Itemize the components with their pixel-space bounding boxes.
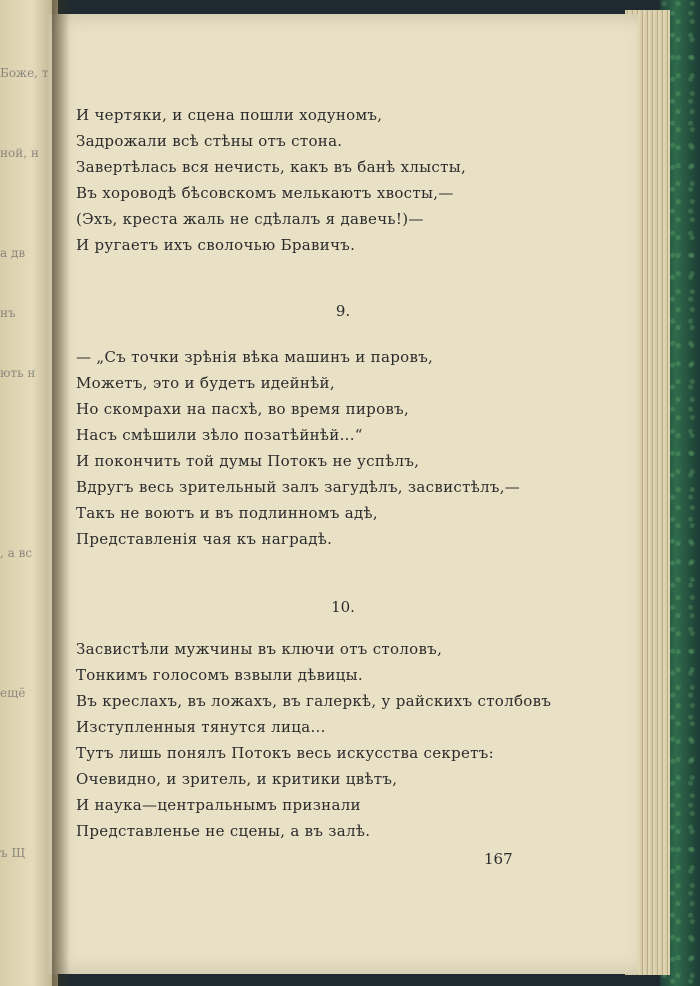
verse-line: Такъ не воютъ и въ подлинномъ адѣ, [76, 504, 378, 522]
verse-line: Въ креслахъ, въ ложахъ, въ галеркѣ, у райскихъ столбовъ [76, 692, 552, 710]
verse-line: Но скомрахи на пасхѣ, во время пировъ, [76, 400, 410, 418]
verse-line: Въ хороводѣ бѣсовскомъ мелькаютъ хвосты,— [76, 184, 454, 202]
stanza-9 [76, 344, 520, 552]
verse-line: Изступленныя тянутся лица... [76, 718, 326, 736]
verse-line: Можетъ, это и будетъ идейнѣй, [76, 374, 335, 392]
verse-line: И наука—центральнымъ признали [76, 796, 361, 814]
verse-line: Задрожали всѣ стѣны отъ стона. [76, 132, 343, 150]
page-number: 167 [484, 850, 513, 868]
verse-line: Вдругъ весь зрительный залъ загудѣлъ, засвистѣлъ,— [76, 478, 521, 496]
verse-line: И покончить той думы Потокъ не успѣлъ, [76, 452, 420, 470]
verse-line: Засвистѣли мужчины въ ключи отъ столовъ, [76, 640, 443, 658]
verse-line: И чертяки, и сцена пошли ходуномъ, [76, 106, 383, 124]
gutter-shadow [52, 0, 70, 986]
verse-line: Завертѣлась вся нечисть, какъ въ банѣ хлысты, [76, 158, 467, 176]
verse-line: И ругаетъ ихъ сволочью Бравичъ. [76, 236, 356, 254]
verse-line: (Эхъ, креста жаль не сдѣлалъ я давечь!)— [76, 210, 424, 228]
verse-line: Тутъ лишь понялъ Потокъ весь искусства секретъ: [76, 744, 494, 762]
stanza-top [76, 102, 466, 258]
verse-line: Очевидно, и зритель, и критики цвѣтъ, [76, 770, 398, 788]
verse-line: Тонкимъ голосомъ взвыли дѣвицы. [76, 666, 363, 684]
section-number: 9. [335, 302, 351, 320]
facing-page-edge: Боже, т ной, н а дв нъ ють н , а вс ещё ъ Щ [0, 0, 58, 986]
section-number: 10. [331, 598, 355, 616]
verse-line: Представленія чая къ наградѣ. [76, 530, 333, 548]
verse-line: — „Съ точки зрѣнія вѣка машинъ и паровъ, [76, 348, 434, 366]
verse-line: Насъ смѣшили зѣло позатѣйнѣй...“ [76, 426, 363, 444]
verse-line: Представленье не сцены, а въ залѣ. [76, 822, 371, 840]
book-page [48, 14, 638, 974]
stanza-10 [76, 636, 551, 844]
